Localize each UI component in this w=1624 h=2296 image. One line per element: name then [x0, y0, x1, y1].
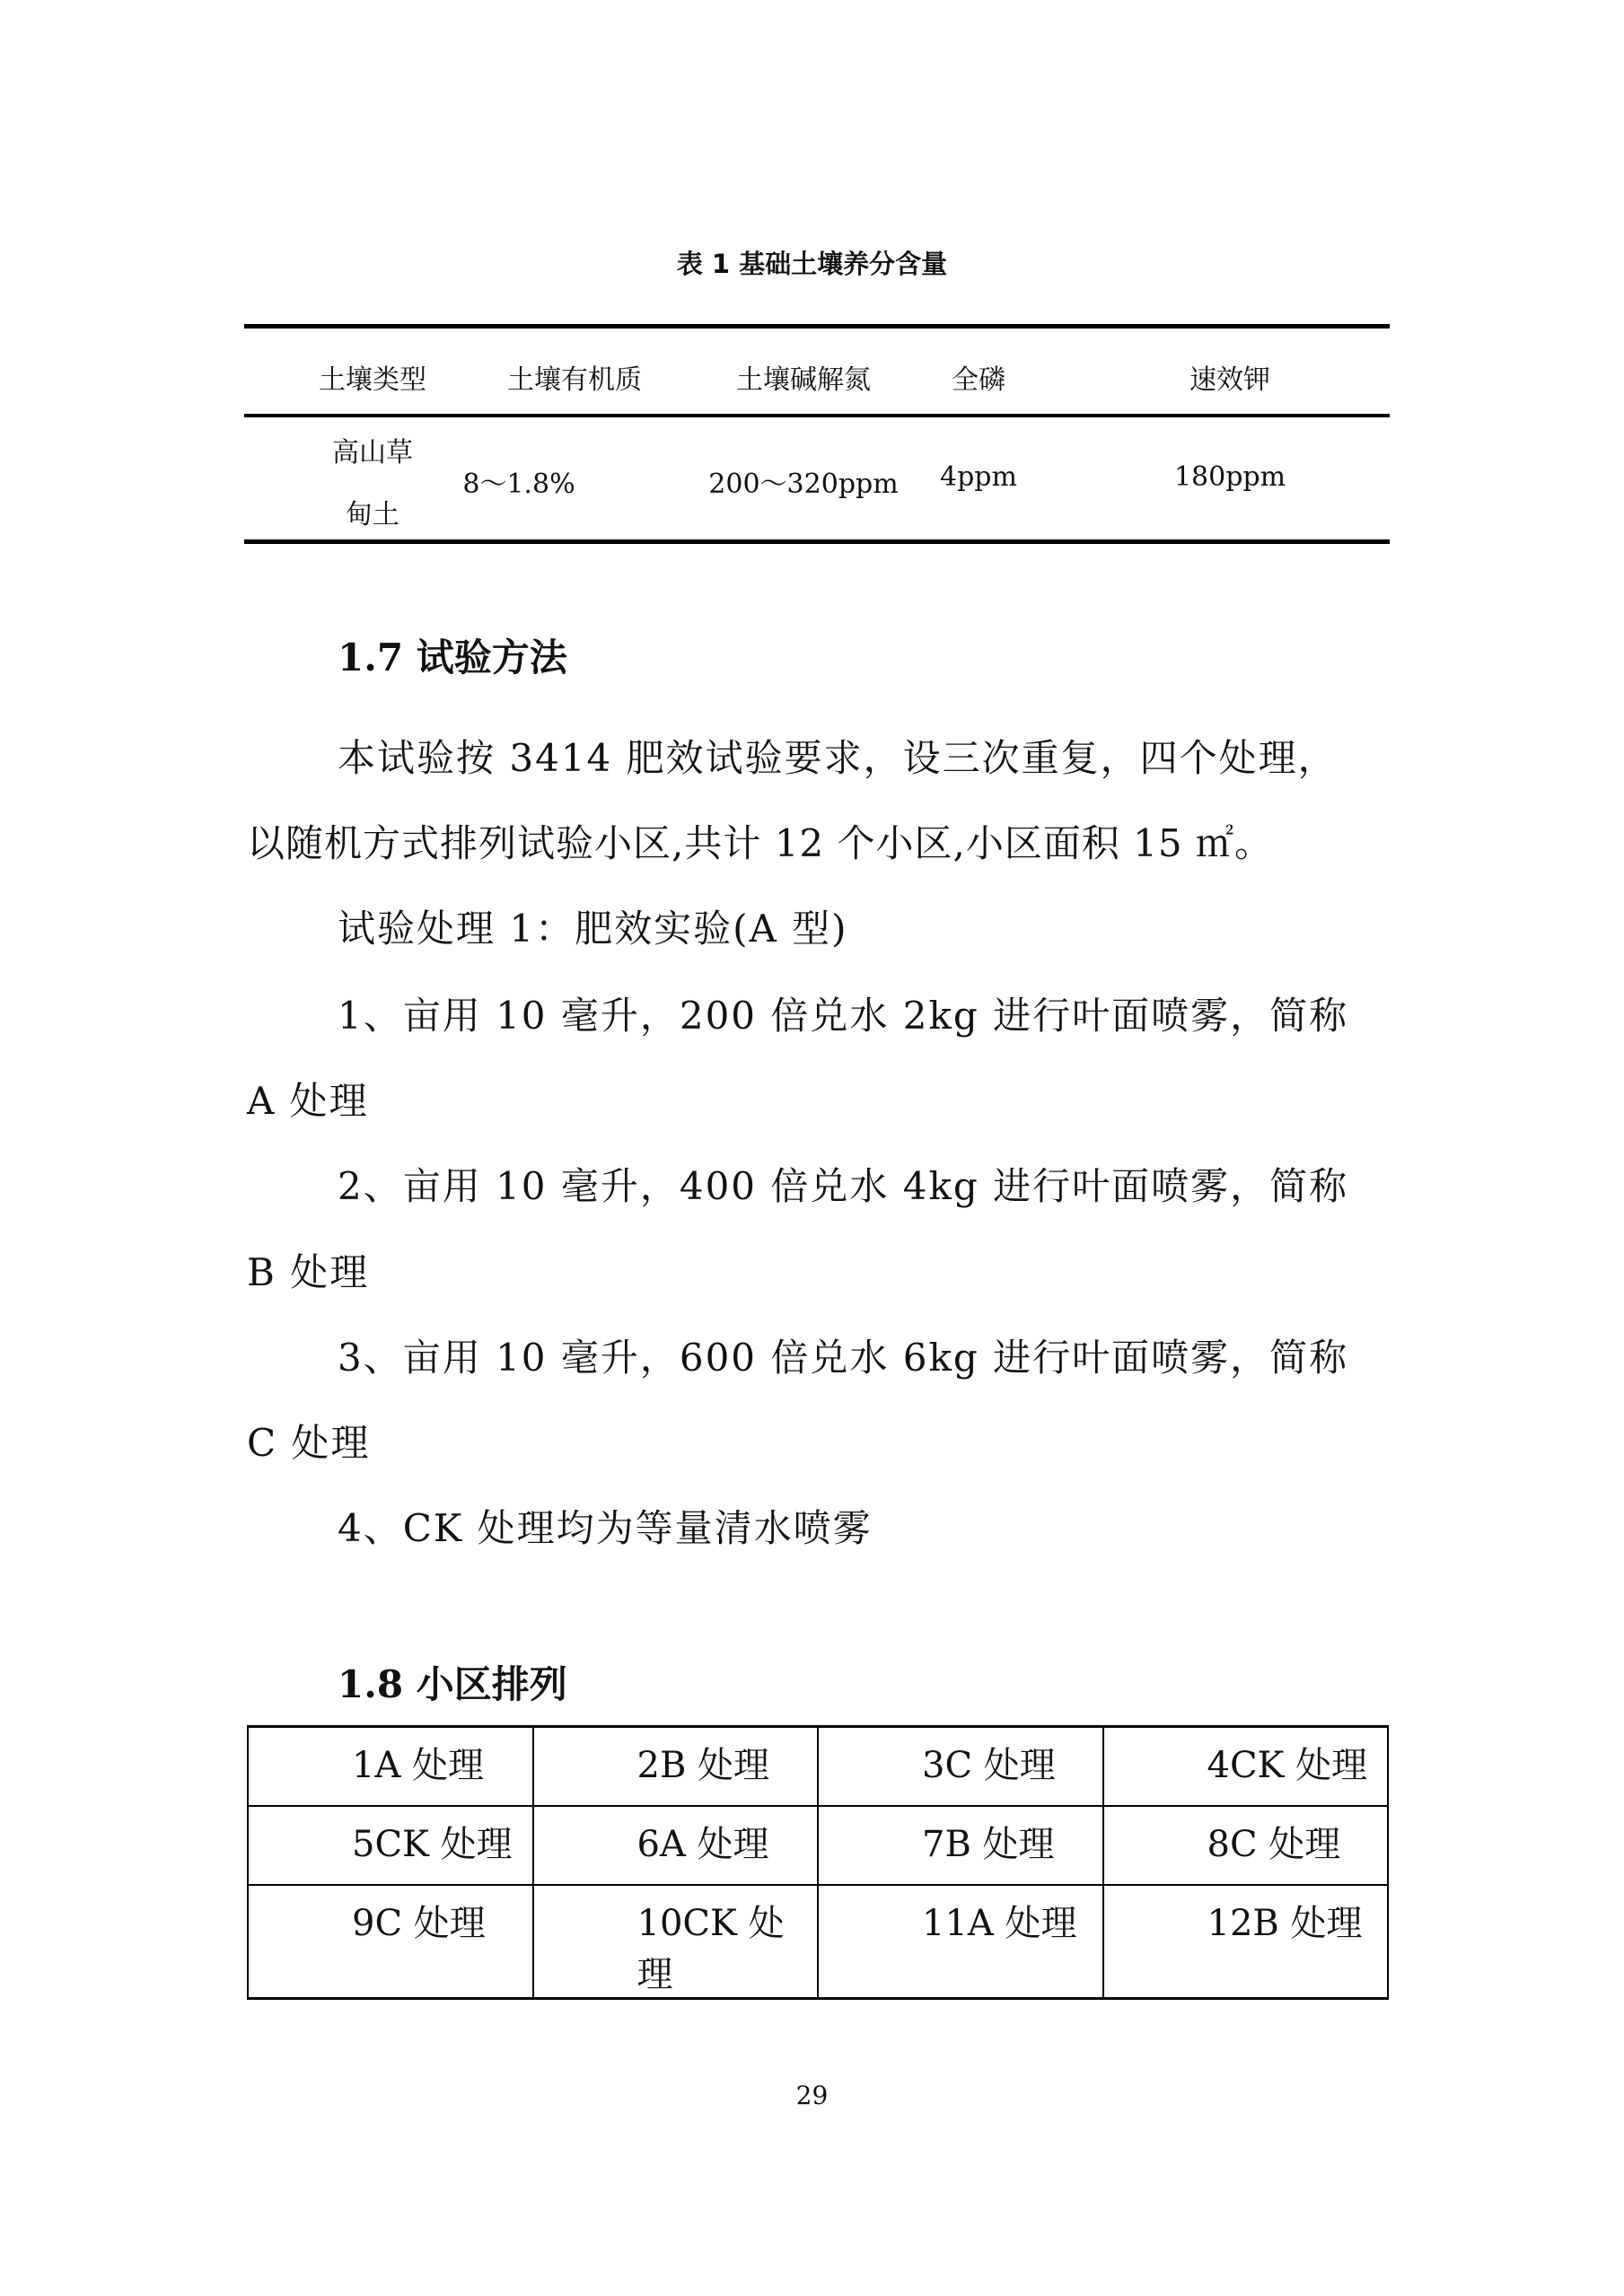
- table1-bottom-rule: [244, 539, 1390, 544]
- table1-header-alkali-n: 土壤碱解氮: [736, 364, 871, 396]
- plot-cell: 10CK 处理: [533, 1885, 819, 1999]
- plot-cell: 9C 处理: [248, 1885, 533, 1999]
- table1-header-rule: [244, 414, 1390, 417]
- table-row: [248, 1885, 1388, 1999]
- section-1-7-heading: 1.7 试验方法: [338, 635, 567, 679]
- table1-cell-alkali-n: 200～320ppm: [708, 469, 899, 500]
- table-row: [248, 1806, 1388, 1885]
- plot-cell: 5CK 处理: [248, 1806, 533, 1885]
- paragraph-line: 试验处理 1：肥效实验(A 型): [338, 907, 848, 951]
- paragraph-line: 4、CK 处理均为等量清水喷雾: [338, 1506, 873, 1550]
- table1-top-rule: [244, 324, 1390, 329]
- table1-cell-available-k: 180ppm: [1173, 461, 1286, 493]
- plot-cell: 6A 处理: [533, 1806, 819, 1885]
- paragraph-line: A 处理: [247, 1079, 369, 1123]
- table1-header-organic-matter: 土壤有机质: [507, 364, 642, 396]
- plot-cell: 3C 处理: [818, 1727, 1103, 1807]
- paragraph-line: 本试验按 3414 肥效试验要求，设三次重复，四个处理，: [338, 736, 1338, 780]
- table1-cell-soil-type-line2: 甸土: [346, 499, 399, 530]
- paragraph-line: 1、亩用 10 毫升，200 倍兑水 2kg 进行叶面喷雾，简称: [338, 994, 1349, 1038]
- table1-caption: 表 1 基础土壤养分含量: [676, 249, 948, 279]
- section-1-8-heading: 1.8 小区排列: [338, 1662, 567, 1706]
- paragraph-line: 3、亩用 10 毫升，600 倍兑水 6kg 进行叶面喷雾，简称: [338, 1336, 1349, 1380]
- plot-cell: 11A 处理: [818, 1885, 1103, 1999]
- plot-layout-table: [247, 1725, 1389, 2000]
- table1-header-available-k: 速效钾: [1189, 364, 1270, 396]
- paragraph-line: 以随机方式排列试验小区,共计 12 个小区,小区面积 15 ㎡。: [247, 821, 1273, 865]
- plot-cell: 1A 处理: [248, 1727, 533, 1807]
- table-row: [248, 1727, 1388, 1807]
- plot-cell: 4CK 处理: [1103, 1727, 1389, 1807]
- paragraph-line: C 处理: [247, 1421, 371, 1465]
- page-number: 29: [795, 2081, 829, 2110]
- paragraph-line: B 处理: [247, 1250, 370, 1294]
- table1-cell-soil-type-line1: 高山草: [332, 437, 413, 469]
- table1-header-total-p: 全磷: [952, 364, 1005, 396]
- table1-cell-total-p: 4ppm: [940, 461, 1017, 493]
- table1-header-soil-type: 土壤类型: [319, 364, 426, 396]
- plot-cell: 8C 处理: [1103, 1806, 1389, 1885]
- plot-cell: 7B 处理: [818, 1806, 1103, 1885]
- table1-cell-organic-matter: 8～1.8%: [462, 469, 575, 500]
- plot-cell: 12B 处理: [1103, 1885, 1389, 1999]
- plot-cell: 2B 处理: [533, 1727, 819, 1807]
- paragraph-line: 2、亩用 10 毫升，400 倍兑水 4kg 进行叶面喷雾，简称: [338, 1164, 1349, 1208]
